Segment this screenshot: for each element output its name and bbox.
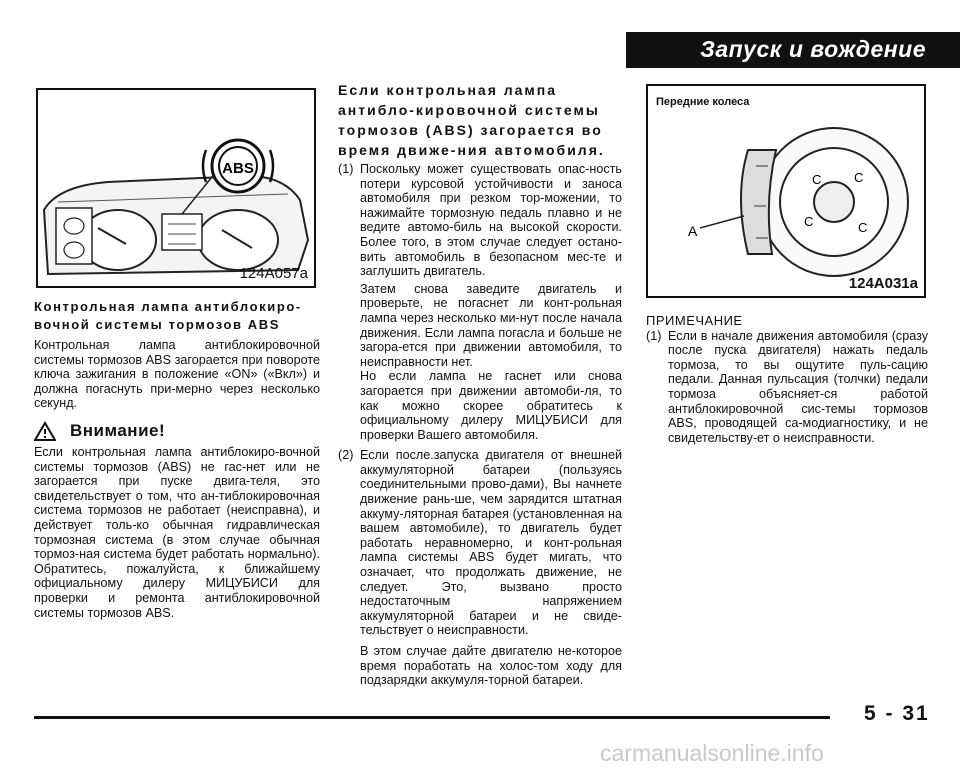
item-number: (2) xyxy=(338,448,354,463)
dashboard-illustration xyxy=(38,90,314,286)
watermark: carmanualsonline.info xyxy=(600,740,824,766)
warning-header xyxy=(34,421,320,441)
middle-column xyxy=(338,80,622,688)
paragraph: Если после.запуска двигателя от внешней аккумуляторной батареи (пользуясь соединительными прово-дами), Вы начнете движение рань-ше, чем зарядится штатная аккуму-ляторная батарея (установленная на вашем автомобиле), то двигатель будет работать неравномерно, и конт-рольная лампа системы ABS будет мигать, что означает, что продолжать движение, не следует. Это, вызвано просто недостаточным напряжением аккумуляторной батареи и не свиде-тельствует о неисправности. xyxy=(360,448,622,638)
section-header xyxy=(626,32,960,68)
section-heading: Если контрольная лампа антибло-кировочной системы тормозов (ABS) загорается во время движе-ния автомобиля. xyxy=(338,82,605,158)
ring-letter: C xyxy=(804,214,814,229)
page-number: 5 - 31 xyxy=(864,702,930,725)
brake-illustration xyxy=(648,86,924,296)
callout-letter: A xyxy=(688,223,698,239)
list-item xyxy=(338,162,622,442)
brake-figure xyxy=(646,84,926,298)
abs-badge-text: ABS xyxy=(222,160,254,177)
figure-code: 124A031a xyxy=(848,275,918,292)
intro-paragraph: Контрольная лампа антиблокировочной системы тормозов ABS загорается при повороте ключа зажигания в положение «ON» («Вкл») и должна погаснуть при-мерно через несколько секунд. xyxy=(34,338,320,411)
paragraph: Затем снова заведите двигатель и проверьте, не погаснет ли конт-рольная лампа через несколько ми-нут после начала движения. Если лампа погасла и больше не загора-ется при движении автомобиля, то неисправности нет. xyxy=(360,281,622,369)
list-item xyxy=(338,448,622,688)
paragraph: Поскольку может существовать опас-ность потери курсовой устойчивости и заноса автомобиля при резком тор-можении, то нажимайте тормозную педаль плавно и не ведите автомо-биль на высокой скорости. Более того, в этом случае следует остано-вить автомобиль в безопасном мес-те и заглушить двигатель. xyxy=(360,162,622,279)
section-title: Запуск и вождение xyxy=(700,36,926,62)
item-number: (1) xyxy=(646,328,662,343)
figure-code: 124A057a xyxy=(239,265,308,282)
warning-triangle-icon xyxy=(34,421,56,441)
left-column xyxy=(34,298,320,620)
paragraph: В этом случае дайте двигателю не-которое время поработать на холос-том ходу для подзарядки аккумуля-торной батареи. xyxy=(360,644,622,688)
ring-letter: C xyxy=(812,172,822,187)
ring-letter: C xyxy=(854,170,864,185)
item-number: (1) xyxy=(338,162,354,176)
figure-caption: Передние колеса xyxy=(656,96,750,108)
right-column xyxy=(646,314,928,445)
paragraph: Если в начале движения автомобиля (сразу после пуска двигателя) нажать педаль тормоза, то вы ощутите пуль-сацию педали. Данная пульсация (толчки) педали тормоза объясняет-ся работой антиблокировочной сис-темы тормозов ABS, проводящей са-модиагностику, и не свидетельству-ет о неисправности. xyxy=(668,328,928,445)
warning-paragraph: Если контрольная лампа антиблокиро-вочной системы тормозов (ABS) не гас-нет или не загорается при пуске двига-теля, это свидетельствует о том, что ан-тиблокировочная система тормозов не работает (неисправна), и действует толь-ко обычная гидравлическая тормозная система (в этом случае обычная тормоз-ная система будет работать нормально). Обратитесь, пожалуйста, к ближайшему официальному дилеру МИЦУБИСИ для проверки и ремонта антиблокировочной системы тормозов ABS. xyxy=(34,444,320,620)
note-heading: ПРИМЕЧАНИЕ xyxy=(646,313,743,328)
paragraph: Но если лампа не гаснет или снова загорается при движении автомоби-ля, то как можно скорее обратитесь к официальному дилеру МИЦУБИСИ для проверки Вашего автомобиля. xyxy=(360,369,622,442)
footer-rule xyxy=(34,716,830,719)
ring-letter: C xyxy=(858,220,868,235)
list-item xyxy=(646,329,928,446)
abs-panel-figure xyxy=(36,88,316,288)
section-heading: Контрольная лампа антиблокиро-вочной системы тормозов ABS xyxy=(34,299,302,332)
warning-title: Внимание! xyxy=(70,420,166,440)
